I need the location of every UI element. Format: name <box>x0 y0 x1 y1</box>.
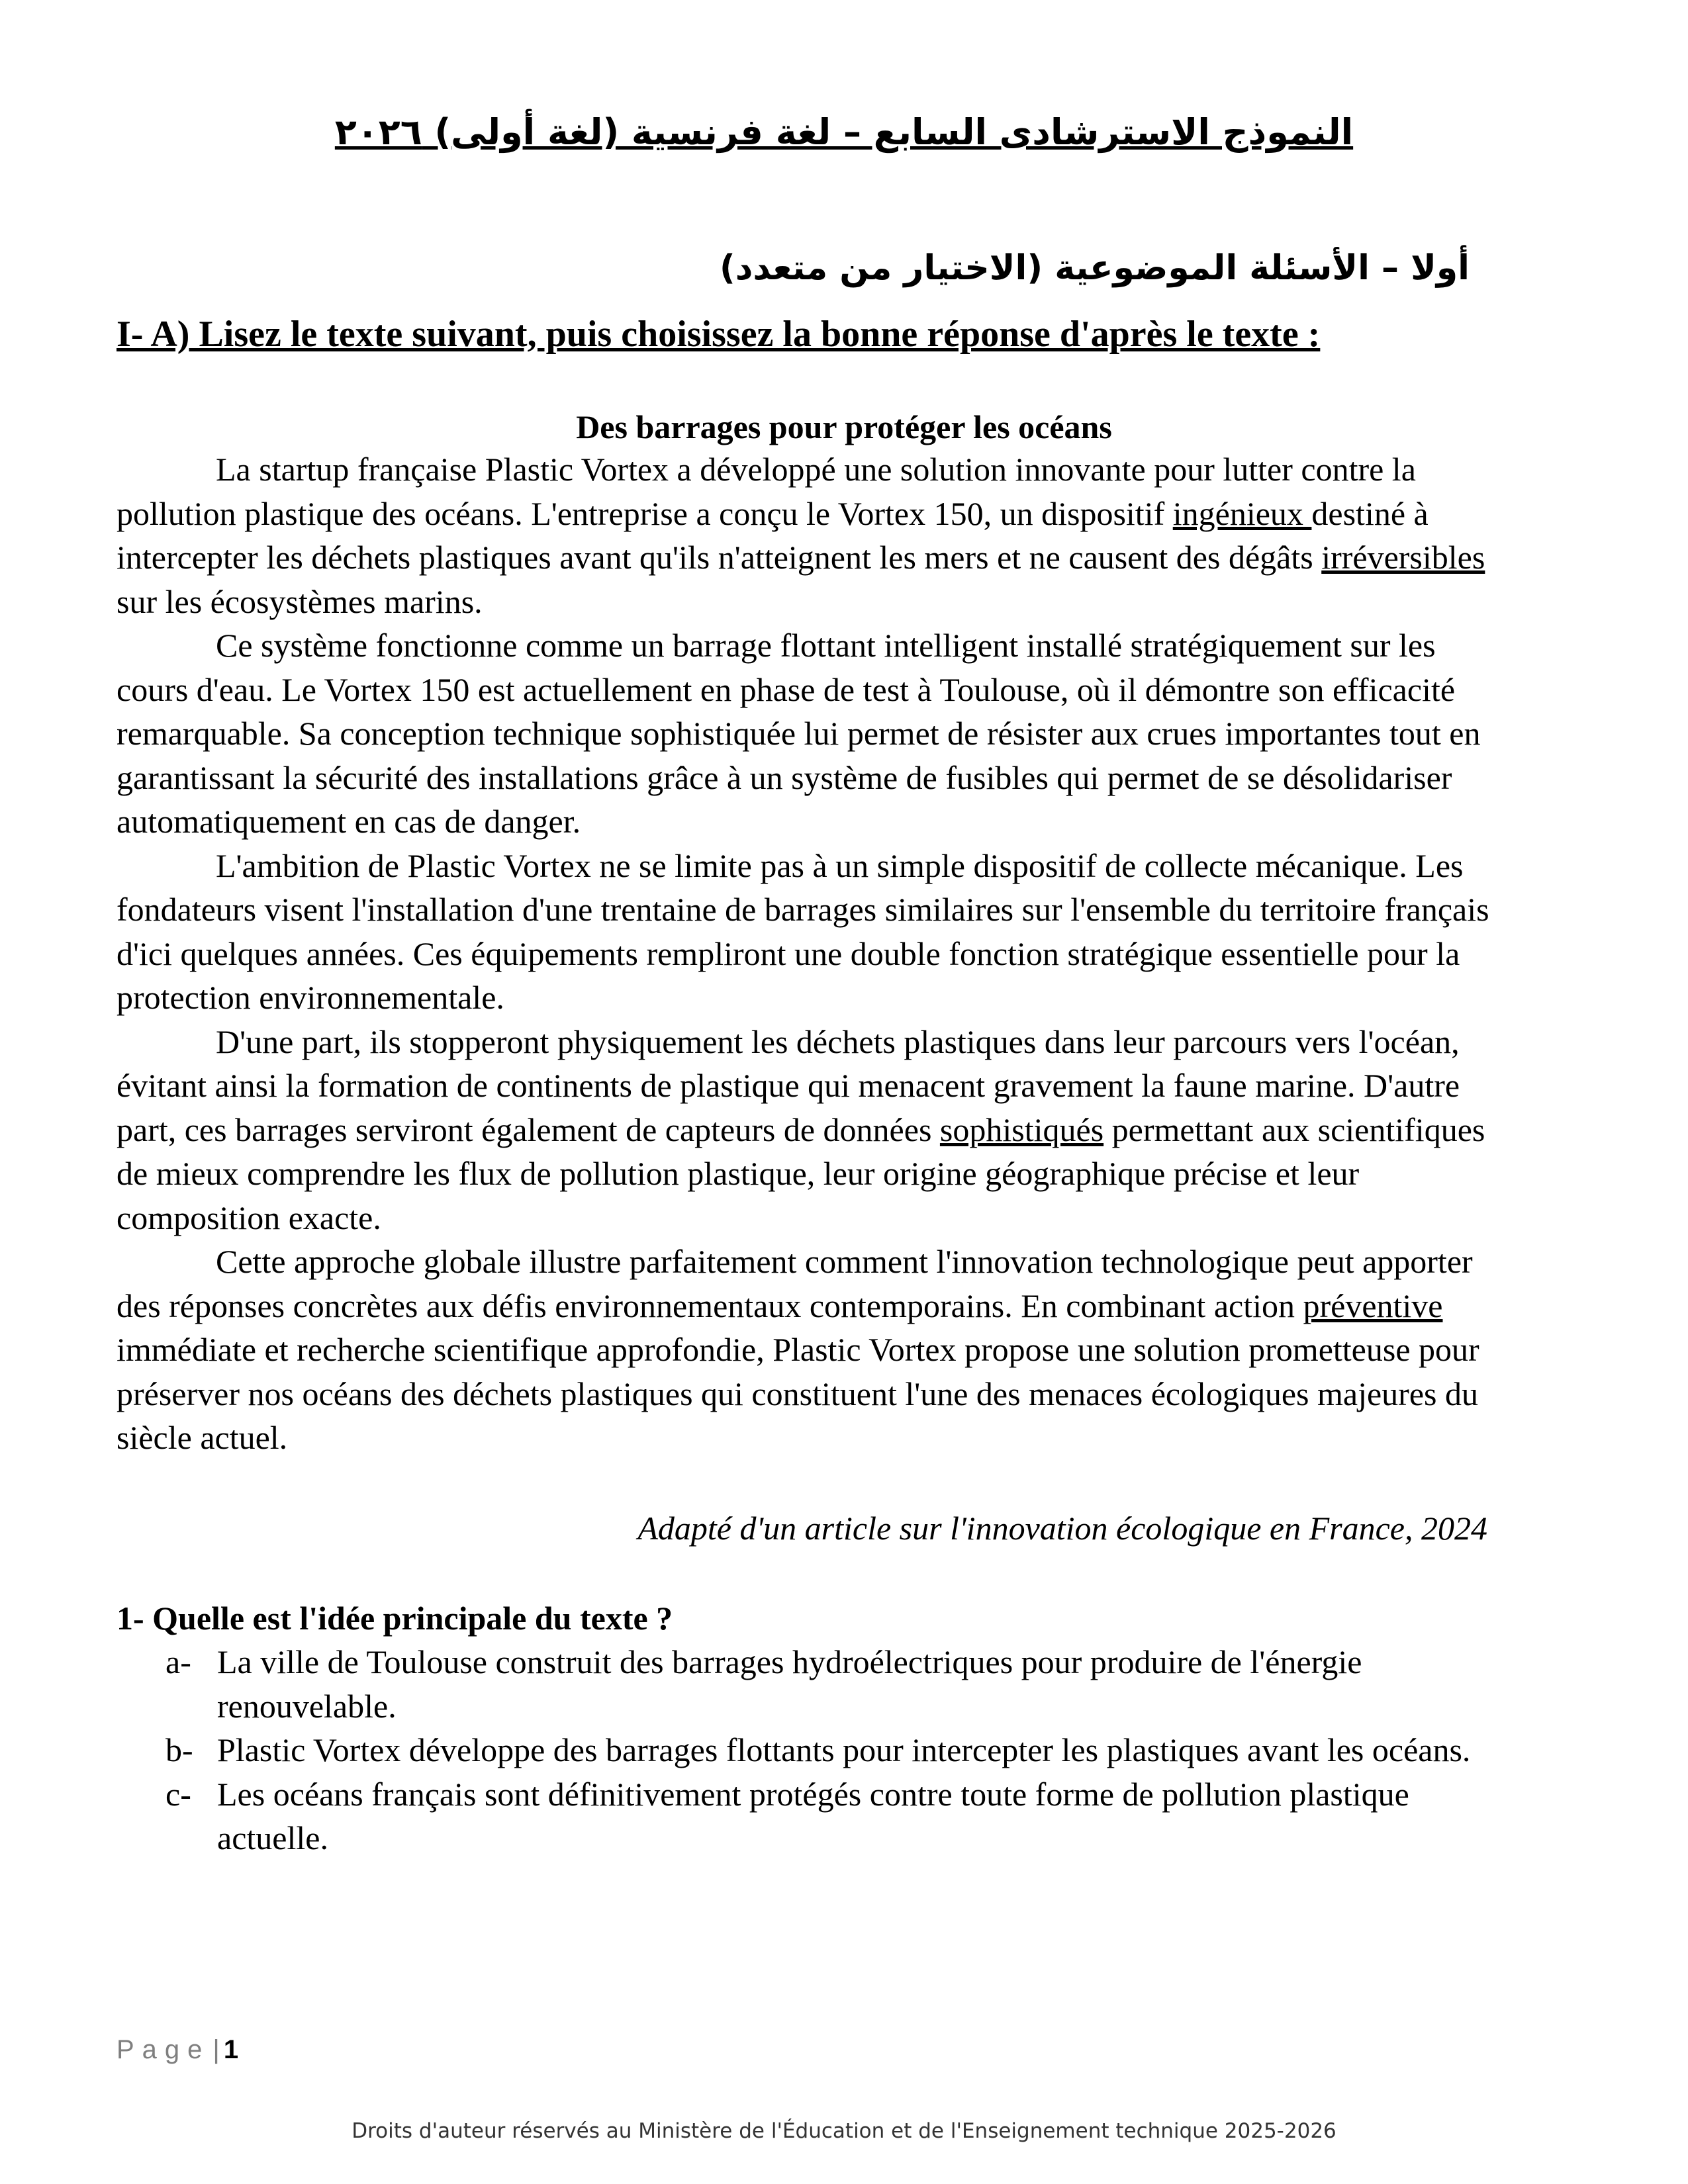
exercise-instruction: I- A) Lisez le texte suivant, puis choisissez la bonne réponse d'après le texte : <box>117 314 1321 355</box>
choice-a[interactable] <box>117 1640 1480 1728</box>
paragraph-2: Ce système fonctionne comme un barrage flottant intelligent installé stratégiquement sur les cours d'eau. Le Vortex 150 est actuellement en phase de test à Toulouse, où il démontre son efficacité remarquable. Sa conception technique sophistiquée lui permet de résister aux crues importantes tout en garantissant la sécurité des installations grâce à un système de fusibles qui permet de se désolidariser automatiquement en cas de danger. <box>117 627 1481 840</box>
choice-a-text: La ville de Toulouse construit des barrages hydroélectriques pour produire de l'énergie renouvelable. <box>217 1643 1362 1725</box>
paragraph-1 <box>117 447 1493 623</box>
page-separator: | <box>212 2035 220 2064</box>
paragraph-4-text-a: D'une part, ils stopperont physiquement les déchets plastiques dans leur parcours vers l'océan, évitant ainsi la formation de continents de plastique qui menacent gravement la faune marine. D'autre part, ces barrages serviront également de capteurs de données <box>117 1023 1460 1148</box>
page-number <box>117 2034 238 2066</box>
underlined-word-ingenieux: ingénieux <box>1172 494 1312 532</box>
choice-a-letter: a- <box>165 1643 191 1680</box>
paragraph-1-text-a: La startup française Plastic Vortex a développé une solution innovante pour lutter contre la pollution plastique des océans. L'entreprise a conçu le Vortex 150, un dispositif <box>117 451 1416 532</box>
choice-b-letter: b- <box>165 1731 193 1768</box>
choice-c[interactable] <box>117 1772 1480 1860</box>
underlined-word-sophistiques: sophistiqués <box>939 1111 1104 1148</box>
page-number-value: 1 <box>223 2035 239 2064</box>
paragraph-5-text-b: immédiate et recherche scientifique approfondie, Plastic Vortex propose une solution prometteuse pour préserver nos océans des déchets plastiques qui constituent l'une des menaces écologiques majeures du siècle actuel. <box>117 1331 1479 1456</box>
paragraph-4 <box>117 1020 1493 1240</box>
arabic-exam-title: النموذج الاسترشادى السابع – لغة فرنسية (لغة أولى) ٢٠٢٦ <box>334 111 1354 153</box>
underlined-word-preventive: préventive <box>1303 1287 1443 1324</box>
choice-b-text: Plastic Vortex développe des barrages flottants pour intercepter les plastiques avant les océans. <box>217 1731 1471 1768</box>
paragraph-5-text-a: Cette approche globale illustre parfaitement comment l'innovation technologique peut apporter des réponses concrètes aux défis environnementaux contemporains. En combinant action <box>117 1243 1473 1324</box>
copyright-footer: Droits d'auteur réservés au Ministère de l'Éducation et de l'Enseignement technique 2025-2026 <box>352 2119 1336 2143</box>
paragraph-1-text-c: sur les écosystèmes marins. <box>117 582 483 620</box>
choice-c-text: Les océans français sont définitivement protégés contre toute forme de pollution plastique actuelle. <box>217 1775 1409 1856</box>
paragraph-4-text-b: permettant aux scientifiques de mieux comprendre les flux de pollution plastique, leur origine géographique précise et leur composition exacte. <box>117 1111 1485 1236</box>
paragraph-5 <box>117 1240 1493 1460</box>
page-label: Page <box>117 2035 211 2064</box>
question-1: 1- Quelle est l'idée principale du texte ? <box>117 1600 673 1637</box>
paragraph-1-text-b: destiné à intercepter les déchets plastiques avant qu'ils n'atteignent les mers et ne causent des dégâts <box>117 494 1429 576</box>
arabic-section-heading: أولا – الأسئلة الموضوعية (الاختيار من متعدد) <box>719 248 1470 288</box>
paragraph-3: L'ambition de Plastic Vortex ne se limite pas à un simple dispositif de collecte mécanique. Les fondateurs visent l'installation d'une trentaine de barrages similaires sur l'ensemble du territoire français d'ici quelques années. Ces équipements rempliront une double fonction stratégique essentielle pour la protection environnementale. <box>117 846 1489 1016</box>
underlined-word-irreversibles: irréversibles <box>1321 539 1485 576</box>
choice-c-letter: c- <box>165 1775 191 1813</box>
reading-text <box>117 447 1493 1460</box>
choice-b[interactable] <box>117 1728 1480 1772</box>
text-source-citation: Adapté d'un article sur l'innovation écologique en France, 2024 <box>637 1510 1487 1547</box>
reading-text-title: Des barrages pour protéger les océans <box>576 408 1112 445</box>
question-1-choices <box>117 1640 1480 1860</box>
